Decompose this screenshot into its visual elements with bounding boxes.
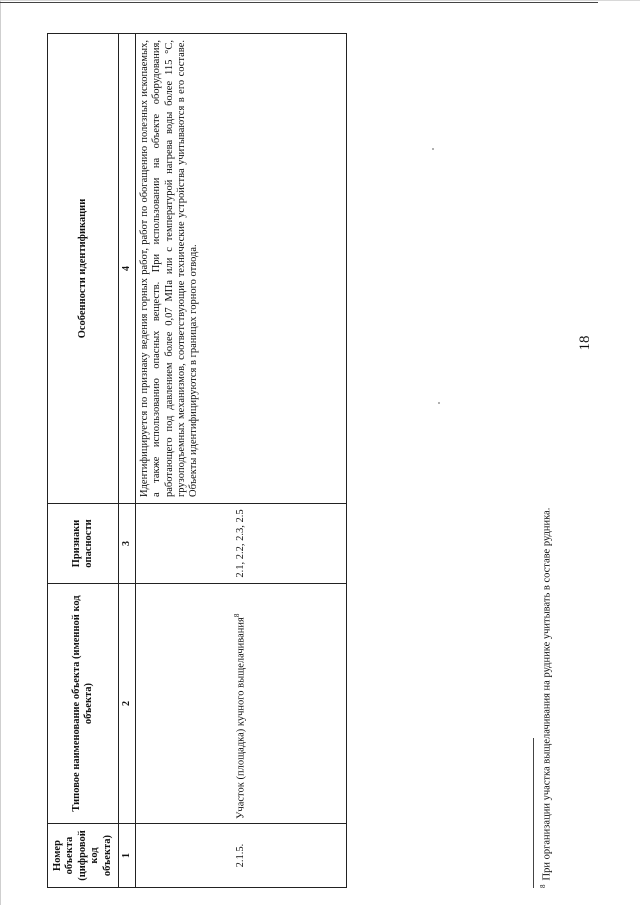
header-object-name: Типовое наименование объекта (именной код объекта) [48, 584, 119, 824]
table-header-row [48, 34, 119, 888]
scan-speck [438, 402, 440, 404]
footnote-ref: 8 [233, 613, 242, 618]
objects-table [47, 33, 347, 888]
table-row [135, 34, 346, 888]
header-identification: Особенности идентификации [48, 34, 119, 504]
page-number: 18 [577, 335, 593, 351]
identification-text [135, 34, 346, 504]
object-name: Участок (площадка) кучного выщелачивания [235, 617, 247, 819]
hazard-signs: 2.1, 2.2, 2.3, 2.5 [135, 504, 346, 584]
header-object-number: Номер объекта (цифровой код объекта) [48, 824, 119, 888]
footnote-text: При организации участка выщелачивания на руднике учитывать в составе рудника. [541, 507, 553, 881]
rotated-page-content [47, 28, 637, 888]
column-number: 2 [119, 584, 136, 824]
object-code: 2.1.5. [135, 824, 346, 888]
top-rule [0, 2, 598, 3]
identification-paragraph: Идентифицируется по признаку ведения горных работ, работ по обогащению полезных ископаемых, а также использованию опасных веществ. При использовании на объекте оборудования, работающего под давлением более 0,07 МПа или с температурой нагрева воды более 115 °С, грузоподъемных механизмов, соответствующие технические устройства учитываются в его составе. Объекты идентифицируются в границах горного отвода. [138, 40, 200, 497]
footnote-separator [533, 738, 534, 888]
footnote [539, 28, 553, 888]
column-number: 1 [119, 824, 136, 888]
footnote-mark: 8 [539, 884, 547, 888]
scan-speck [432, 148, 434, 150]
column-number: 4 [119, 34, 136, 504]
header-hazard-signs: Признаки опасности [48, 504, 119, 584]
column-number: 3 [119, 504, 136, 584]
object-name-cell [135, 584, 346, 824]
column-number-row [119, 34, 136, 888]
